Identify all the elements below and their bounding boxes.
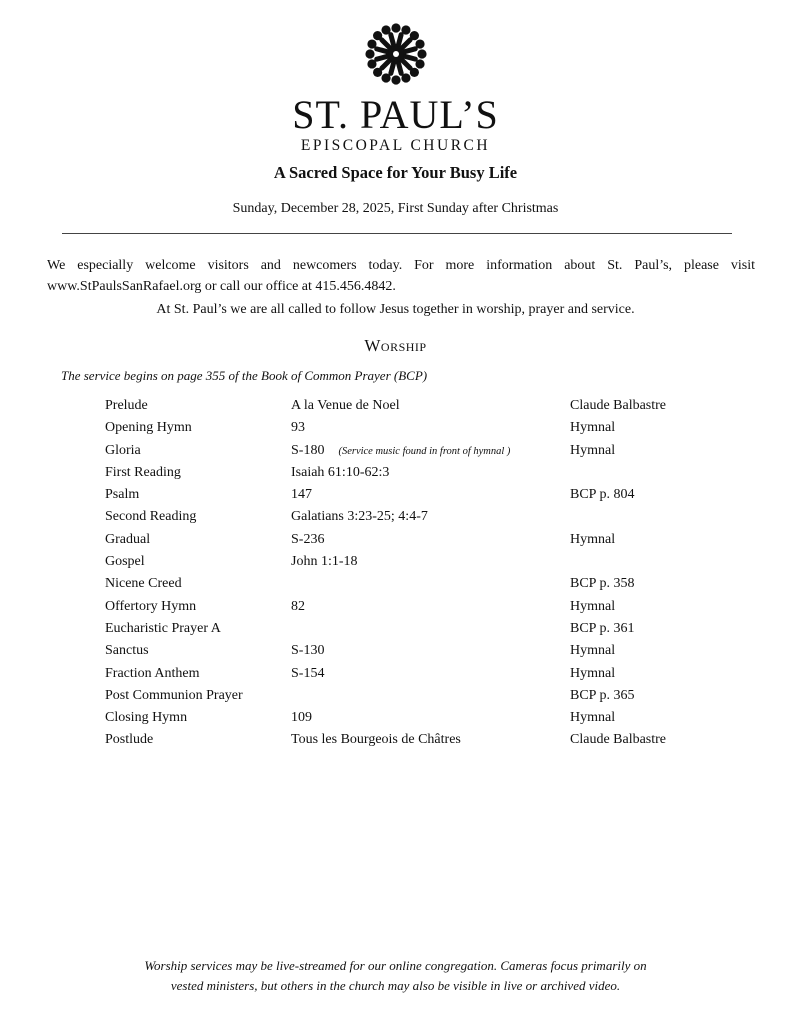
- service-detail-cell: [291, 464, 389, 481]
- service-part: Gospel: [105, 554, 145, 570]
- service-detail: Isaiah 61:10-62:3: [291, 464, 390, 480]
- service-part: Second Reading: [105, 509, 197, 525]
- footer-line: vested ministers, but others in the church may also be visible in live or archived video.: [170, 978, 621, 993]
- service-source: Hymnal: [570, 598, 616, 614]
- service-detail: John 1:1-18: [291, 554, 358, 570]
- service-detail: S-236: [291, 531, 325, 547]
- service-row: [105, 687, 745, 709]
- service-source: Claude Balbastre: [570, 398, 667, 413]
- service-detail-cell: [291, 553, 358, 570]
- service-source: Claude Balbastre: [570, 732, 667, 748]
- service-part: Closing Hymn: [105, 710, 188, 726]
- service-row: [105, 486, 745, 508]
- service-part: Postlude: [105, 732, 154, 748]
- service-detail: 147: [291, 487, 312, 503]
- service-row: [105, 709, 745, 731]
- welcome-paragraph: We especially welcome visitors and newcomers today. For more information about St. Paul’s, please visit www.StPaulsSanRafael.org or call our office at 415.456.4842.: [47, 258, 755, 294]
- service-detail-cell: [291, 531, 324, 548]
- service-source: Hymnal: [570, 710, 616, 726]
- service-detail-cell: [291, 665, 324, 682]
- divider: [62, 233, 732, 234]
- service-detail: 109: [291, 710, 312, 726]
- section-heading: Worship: [364, 336, 427, 355]
- service-row: [105, 575, 745, 597]
- service-part: Gradual: [105, 531, 151, 547]
- service-date: Sunday, December 28, 2025, First Sunday after Christmas: [232, 201, 559, 216]
- service-row: [105, 731, 745, 753]
- service-part: Offertory Hymn: [105, 598, 197, 614]
- service-source: BCP p. 361: [570, 620, 635, 636]
- order-of-service: [105, 397, 745, 754]
- service-source: Hymnal: [570, 531, 616, 547]
- service-detail: S-130: [291, 643, 325, 659]
- service-detail-cell: [291, 486, 312, 503]
- service-row: [105, 464, 745, 486]
- service-detail-cell: [291, 598, 305, 615]
- service-detail-cell: [291, 642, 324, 659]
- service-detail: 82: [291, 598, 305, 614]
- service-detail: A la Venue de Noel: [291, 398, 400, 413]
- service-part: Post Communion Prayer: [105, 687, 243, 703]
- service-detail-cell: [291, 709, 312, 726]
- service-note-inline: (Service music found in front of hymnal ): [338, 445, 511, 457]
- service-part: Sanctus: [105, 643, 149, 659]
- service-row: [105, 508, 745, 530]
- service-detail-cell: [291, 442, 510, 460]
- mission-statement: At St. Paul’s we are all called to follow Jesus together in worship, prayer and service.: [156, 302, 635, 317]
- church-subtitle: EPISCOPAL CHURCH: [300, 137, 491, 154]
- service-part: First Reading: [105, 464, 181, 480]
- service-detail: S-154: [291, 665, 325, 681]
- service-row: [105, 665, 745, 687]
- service-detail-cell: [291, 419, 305, 436]
- church-name: ST. PAUL’S: [292, 92, 499, 137]
- service-row: [105, 531, 745, 553]
- service-part: Opening Hymn: [105, 420, 192, 436]
- service-part: Psalm: [105, 487, 140, 503]
- service-row: [105, 442, 745, 464]
- service-source: BCP p. 804: [570, 487, 635, 503]
- service-row: [105, 397, 745, 419]
- service-part: Gloria: [105, 442, 141, 458]
- service-detail-cell: [291, 397, 400, 414]
- service-row: [105, 598, 745, 620]
- service-part: Nicene Creed: [105, 576, 182, 592]
- service-row: [105, 553, 745, 575]
- footer-line: Worship services may be live-streamed for our online congregation. Cameras focus primarily on: [144, 958, 647, 973]
- service-note: The service begins on page 355 of the Book of Common Prayer (BCP): [61, 368, 428, 383]
- service-part: Prelude: [105, 398, 148, 413]
- service-source: Hymnal: [570, 420, 616, 436]
- service-detail: S-180: [291, 442, 325, 458]
- service-source: Hymnal: [570, 442, 616, 458]
- service-part: Eucharistic Prayer A: [105, 620, 221, 636]
- service-detail: 93: [291, 420, 305, 436]
- service-row: [105, 642, 745, 664]
- footer-notice: [0, 956, 791, 996]
- tagline: A Sacred Space for Your Busy Life: [273, 163, 518, 182]
- service-row: [105, 419, 745, 441]
- service-detail: Tous les Bourgeois de Châtres: [291, 732, 461, 748]
- service-detail: Galatians 3:23-25; 4:4-7: [291, 509, 428, 525]
- service-detail-cell: [291, 731, 461, 748]
- service-source: Hymnal: [570, 643, 616, 659]
- service-source: Hymnal: [570, 665, 616, 681]
- service-detail-cell: [291, 508, 428, 525]
- rose-window-icon: [364, 22, 428, 86]
- service-part: Fraction Anthem: [105, 665, 200, 681]
- service-source: BCP p. 358: [570, 576, 635, 592]
- service-source: BCP p. 365: [570, 687, 635, 703]
- service-row: [105, 620, 745, 642]
